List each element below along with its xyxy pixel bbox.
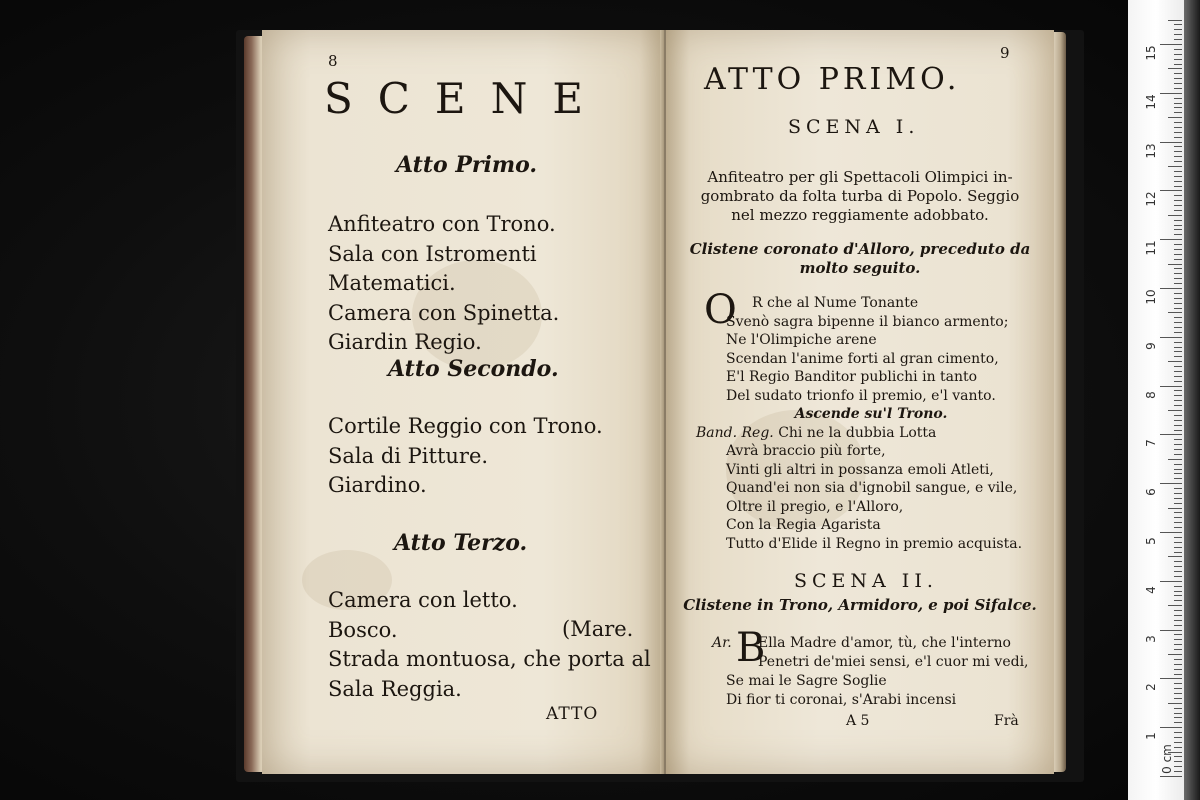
ruler-tick [1174, 552, 1182, 553]
ruler-tick [1174, 78, 1182, 79]
verse-line [696, 498, 1046, 517]
speaker-label: Ar. [712, 635, 732, 651]
ruler-tick [1174, 527, 1182, 528]
scene-setting: Anfiteatro con Trono. [328, 212, 556, 236]
ruler-tick [1174, 713, 1182, 714]
ruler-tick [1174, 512, 1182, 513]
ruler-tick [1174, 498, 1182, 499]
ruler-tick [1174, 761, 1182, 762]
ruler-label: 1 [1144, 732, 1158, 741]
ruler-tick [1174, 732, 1182, 733]
verse-text: Ne l'Olimpiche arene [726, 332, 877, 348]
margin-note: (Mare. [562, 617, 634, 641]
ruler-tick [1174, 669, 1182, 670]
ruler-tick [1168, 508, 1182, 509]
ruler-tick [1160, 581, 1182, 582]
act-title: ATTO PRIMO. [704, 62, 961, 97]
stage-direction [666, 240, 1054, 278]
ruler-tick [1174, 591, 1182, 592]
ruler-tick [1174, 405, 1182, 406]
ruler-tick [1174, 351, 1182, 352]
ruler-tick [1174, 376, 1182, 377]
page-title: SCENE [324, 74, 608, 123]
ruler-tick [1168, 556, 1182, 557]
ruler-label: 9 [1144, 341, 1158, 350]
ruler-tick [1174, 278, 1182, 279]
ruler-tick [1160, 532, 1182, 533]
scene-heading: SCENA I. [788, 116, 920, 138]
ruler-tick [1168, 703, 1182, 704]
verse-text: Oltre il pregio, e l'Alloro, [726, 498, 904, 515]
ruler-tick [1174, 327, 1182, 328]
page-number: 8 [328, 52, 338, 70]
verse-text: R che al Nume Tonante [752, 295, 919, 311]
verse-text: Quand'ei non sia d'ignobil sangue, e vile, [726, 480, 1018, 496]
drop-cap: O [704, 287, 737, 333]
ruler-tick [1174, 576, 1182, 577]
scene-setting: Bosco. [328, 617, 398, 642]
ruler-tick [1174, 420, 1182, 421]
verse-line [696, 331, 1046, 350]
setting-line: nel mezzo reggiamente adobbato. [731, 206, 989, 224]
ruler-tick [1168, 117, 1182, 118]
ruler-tick [1174, 268, 1182, 269]
ruler-tick [1174, 146, 1182, 147]
ruler-tick [1174, 88, 1182, 89]
ruler-tick [1174, 674, 1182, 675]
ruler-label: 11 [1144, 240, 1158, 256]
ruler-label: 2 [1144, 683, 1158, 692]
ruler-tick [1174, 425, 1182, 426]
ruler-tick [1174, 73, 1182, 74]
ruler-tick [1174, 493, 1182, 494]
verse-text: Scendan l'anime forti al gran cimento, [726, 350, 999, 367]
verse-text: Con la Regia Agarista [726, 517, 881, 533]
ruler-tick [1174, 59, 1182, 60]
ruler-tick [1174, 659, 1182, 660]
ruler-tick [1174, 747, 1182, 748]
ruler-label: 4 [1144, 585, 1158, 594]
ruler-tick [1174, 649, 1182, 650]
ruler-tick [1174, 244, 1182, 245]
stage-direction: Clistene in Trono, Armidoro, e poi Sifalce. [683, 596, 1037, 614]
ruler-tick [1174, 156, 1182, 157]
ruler-tick [1174, 693, 1182, 694]
ruler-tick [1174, 229, 1182, 230]
verse-line [696, 405, 1046, 424]
left-page [262, 30, 664, 774]
ruler-tick [1174, 103, 1182, 104]
ruler-tick [1174, 537, 1182, 538]
verse-line [696, 516, 1046, 535]
ruler-tick [1174, 561, 1182, 562]
ruler-tick [1174, 24, 1182, 25]
verse-text: Tutto d'Elide il Regno in premio acquista. [726, 535, 1023, 552]
ruler-tick [1174, 600, 1182, 601]
ruler-tick [1174, 742, 1182, 743]
verse-line [696, 294, 1046, 313]
ruler-tick [1160, 434, 1182, 435]
ruler-tick [1174, 308, 1182, 309]
ruler-tick [1160, 776, 1182, 777]
page-number: 9 [1000, 44, 1010, 62]
ruler-tick [1174, 303, 1182, 304]
ruler-tick [1174, 737, 1182, 738]
ruler-tick [1168, 361, 1182, 362]
ruler-label: 15 [1144, 45, 1158, 61]
verse-line: Penetri de'miei sensi, e'l cuor mi vedi, [758, 653, 1029, 670]
ruler-tick [1174, 98, 1182, 99]
ruler-tick [1174, 722, 1182, 723]
ruler-tick [1174, 210, 1182, 211]
act-heading: Atto Secondo. [388, 356, 559, 382]
ruler-tick [1174, 332, 1182, 333]
ruler-tick [1174, 298, 1182, 299]
ruler-label: 13 [1144, 142, 1158, 159]
ruler-tick [1174, 571, 1182, 572]
ruler-label: 12 [1144, 191, 1158, 208]
ruler-tick [1174, 39, 1182, 40]
ruler-tick [1160, 337, 1182, 338]
act-scene-list [328, 210, 664, 358]
direction-line: molto seguito. [799, 259, 921, 277]
verse-block [758, 634, 1029, 671]
ruler-tick [1174, 259, 1182, 260]
ruler-tick [1174, 771, 1182, 772]
verse-line: Di fior ti coronai, s'Arabi incensi [726, 691, 957, 708]
ruler-tick [1168, 459, 1182, 460]
ruler-tick [1174, 390, 1182, 391]
verse-line [696, 387, 1046, 406]
ruler-tick [1174, 381, 1182, 382]
ruler-label: 3 [1144, 634, 1158, 643]
ruler-tick [1174, 566, 1182, 567]
ruler-tick [1174, 195, 1182, 196]
ruler-tick [1160, 483, 1182, 484]
ruler-tick [1174, 171, 1182, 172]
ruler-tick [1174, 205, 1182, 206]
act-heading: Atto Primo. [396, 152, 538, 178]
ruler-label: 10 [1144, 289, 1158, 305]
ruler-label: 14 [1144, 94, 1158, 110]
ruler-tick [1160, 190, 1182, 191]
ruler-tick [1174, 683, 1182, 684]
ruler-tick [1160, 678, 1182, 679]
ruler-tick [1174, 254, 1182, 255]
ruler-tick [1174, 49, 1182, 50]
ruler-tick [1174, 610, 1182, 611]
ruler-tick [1174, 634, 1182, 635]
verse-text: E'l Regio Banditor publichi in tanto [726, 369, 978, 385]
verse-line: Ella Madre d'amor, tù, che l'interno [758, 635, 1011, 651]
ruler-tick [1174, 283, 1182, 284]
ruler-tick [1174, 615, 1182, 616]
catchword: Frà [994, 713, 1019, 729]
verse-line [696, 479, 1046, 498]
scene-setting: Sala con Istromenti Matematici. [328, 241, 537, 295]
ruler-tick [1174, 708, 1182, 709]
verse-line: Se mai le Sagre Soglie [726, 673, 887, 689]
ruler-tick [1174, 29, 1182, 30]
ruler-tick [1174, 595, 1182, 596]
ruler-tick [1174, 478, 1182, 479]
verse-text: Ascende su'l Trono. [794, 406, 948, 422]
ruler-tick [1174, 225, 1182, 226]
ruler-tick [1174, 347, 1182, 348]
verse-text: Svenò sagra bipenne il bianco armento; [726, 313, 1009, 330]
ruler-tick [1174, 34, 1182, 35]
ruler-tick [1174, 542, 1182, 543]
verse-text: Del sudato trionfo il premio, e'l vanto. [726, 387, 996, 404]
verse-line [696, 461, 1046, 480]
verse-text: Vinti gli altri in possanza emoli Atleti, [726, 461, 994, 478]
ruler-tick [1160, 44, 1182, 45]
ruler-tick [1174, 176, 1182, 177]
verse-line [696, 313, 1046, 332]
verse-line [696, 442, 1046, 461]
catchword: ATTO [546, 704, 599, 724]
ruler-tick [1168, 68, 1182, 69]
verse-line [696, 368, 1046, 387]
ruler-tick [1174, 132, 1182, 133]
ruler-tick [1174, 469, 1182, 470]
ruler-label: 7 [1144, 439, 1158, 448]
ruler-tick [1174, 220, 1182, 221]
ruler-tick [1174, 454, 1182, 455]
setting-line: gombrato da folta turba di Popolo. Seggio [700, 187, 1020, 205]
ruler-tick [1168, 166, 1182, 167]
scene-setting: Sala di Pitture. [328, 443, 489, 468]
scene-setting: Giardin Regio. [328, 330, 482, 354]
ruler-tick [1174, 186, 1182, 187]
ruler-tick [1160, 239, 1182, 240]
scene-setting: Cortile Reggio con Trono. [328, 414, 603, 438]
page-block-edge [1052, 32, 1066, 772]
ruler-tick [1174, 625, 1182, 626]
ruler-tick [1168, 20, 1182, 21]
ruler-tick [1174, 366, 1182, 367]
ruler-tick [1174, 322, 1182, 323]
ruler-tick [1174, 644, 1182, 645]
ruler-tick [1174, 717, 1182, 718]
scene-setting-description [666, 168, 1054, 225]
verse-line [696, 424, 1046, 443]
ruler-tick [1174, 317, 1182, 318]
ruler-tick [1174, 517, 1182, 518]
ruler-tick [1174, 137, 1182, 138]
ruler-tick [1174, 234, 1182, 235]
ruler-tick [1174, 64, 1182, 65]
ruler-tick [1174, 586, 1182, 587]
scene-setting: Strada montuosa, che porta al [328, 647, 651, 671]
act-scene-list [328, 412, 603, 501]
drop-cap: B [736, 625, 766, 671]
verse-line [696, 350, 1046, 369]
ruler-tick [1174, 439, 1182, 440]
ruler-tick [1174, 444, 1182, 445]
scene-setting: Camera con letto. [328, 588, 518, 612]
ruler-label: 0 cm [1160, 744, 1174, 774]
ruler-tick [1160, 93, 1182, 94]
ruler-tick [1174, 151, 1182, 152]
ruler-tick [1174, 112, 1182, 113]
ruler-tick [1160, 630, 1182, 631]
ruler-tick [1174, 161, 1182, 162]
ruler-tick [1174, 756, 1182, 757]
act-heading: Atto Terzo. [394, 530, 528, 556]
ruler-tick [1174, 430, 1182, 431]
scene-setting: Giardino. [328, 473, 427, 497]
ruler-tick [1174, 122, 1182, 123]
ruler-tick [1168, 215, 1182, 216]
ruler-tick [1174, 464, 1182, 465]
ruler-tick [1174, 698, 1182, 699]
scene-setting: Camera con Spinetta. [328, 300, 560, 325]
ruler-tick [1174, 688, 1182, 689]
verse-block [696, 287, 1046, 553]
ruler-tick [1168, 654, 1182, 655]
act-scene-list [328, 586, 651, 704]
ruler-tick [1160, 386, 1182, 387]
ruler-tick [1174, 473, 1182, 474]
ruler-tick [1174, 415, 1182, 416]
speaker-label: Band. Reg. [696, 424, 779, 441]
ruler-tick [1174, 54, 1182, 55]
ruler-tick [1174, 83, 1182, 84]
ruler-tick [1174, 127, 1182, 128]
ruler-tick [1174, 293, 1182, 294]
ruler-tick [1174, 522, 1182, 523]
ruler-tick [1174, 620, 1182, 621]
ruler-tick [1174, 181, 1182, 182]
verse-text: Chi ne la dubbia Lotta [778, 424, 937, 441]
ruler-tick [1174, 249, 1182, 250]
ruler-tick [1174, 503, 1182, 504]
verse-line [696, 535, 1046, 554]
ruler-tick [1174, 547, 1182, 548]
ruler-tick [1168, 605, 1182, 606]
ruler-tick [1174, 449, 1182, 450]
ruler-tick [1160, 142, 1182, 143]
ruler-shadow [1184, 0, 1200, 800]
signature-mark: A 5 [846, 713, 870, 729]
ruler-tick [1174, 356, 1182, 357]
scene-heading: SCENA II. [794, 570, 938, 592]
scene-setting: Sala Reggia. [328, 676, 462, 701]
ruler-tick [1174, 273, 1182, 274]
ruler-tick [1174, 488, 1182, 489]
ruler-tick [1174, 395, 1182, 396]
ruler-tick [1160, 288, 1182, 289]
verse-block [726, 672, 956, 709]
ruler-tick [1174, 664, 1182, 665]
ruler-tick [1174, 107, 1182, 108]
ruler-tick [1168, 312, 1182, 313]
ruler-tick [1160, 727, 1182, 728]
right-page [666, 30, 1054, 774]
direction-line: Clistene coronato d'Alloro, preceduto da [689, 240, 1031, 258]
ruler-tick [1174, 200, 1182, 201]
ruler-tick [1174, 639, 1182, 640]
ruler-tick [1174, 342, 1182, 343]
open-book [244, 26, 1066, 778]
ruler-tick [1174, 371, 1182, 372]
ruler-label: 5 [1144, 537, 1158, 545]
ruler-tick [1168, 410, 1182, 411]
ruler-label: 8 [1144, 390, 1158, 399]
setting-line: Anfiteatro per gli Spettacoli Olimpici in- [707, 168, 1013, 186]
ruler-tick [1174, 766, 1182, 767]
ruler-label: 6 [1144, 488, 1158, 497]
ruler-tick [1168, 264, 1182, 265]
verse-text: Avrà braccio più forte, [726, 443, 886, 459]
ruler-tick [1174, 400, 1182, 401]
